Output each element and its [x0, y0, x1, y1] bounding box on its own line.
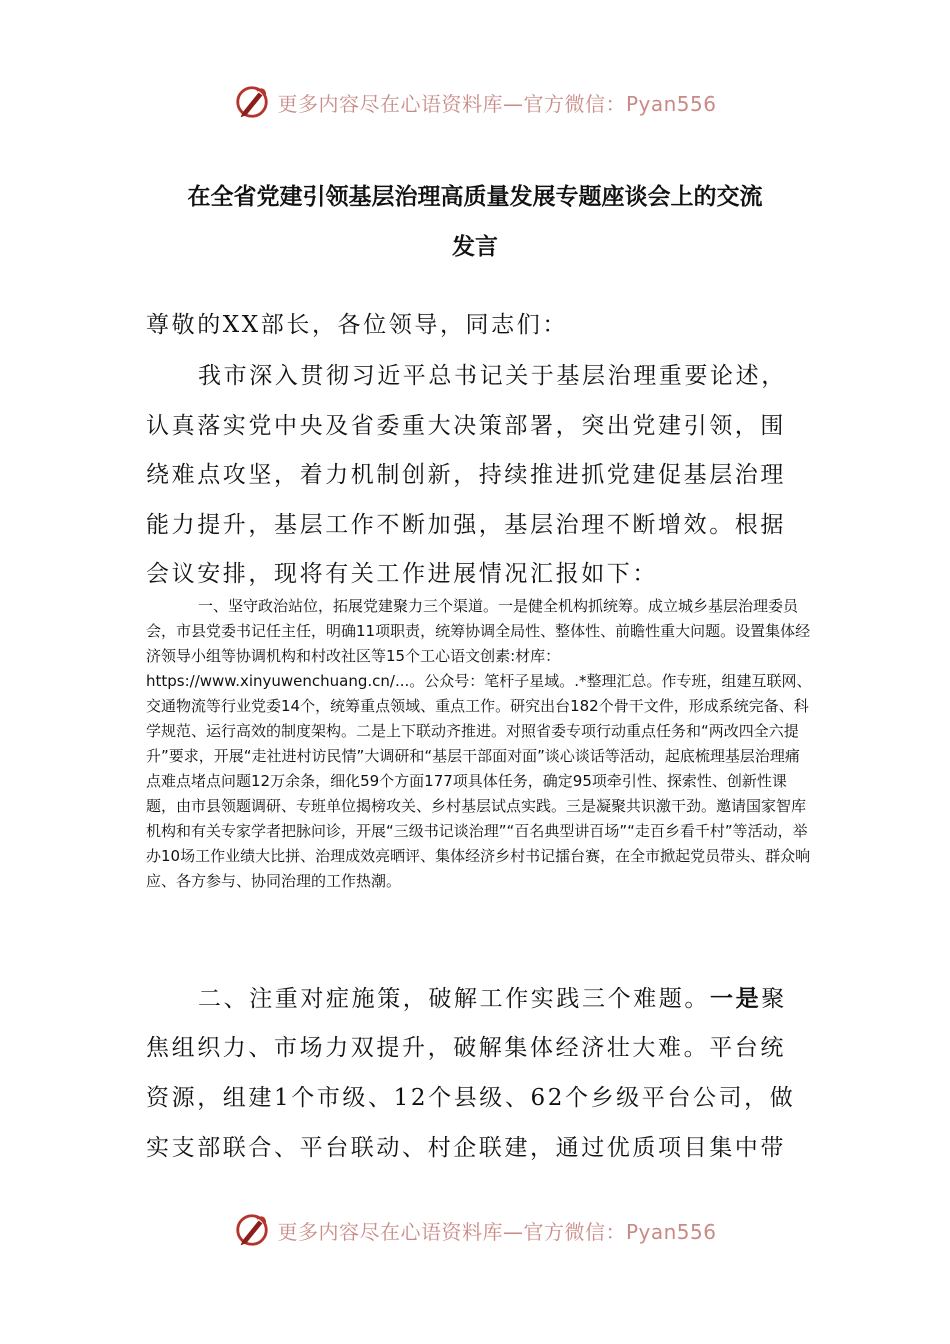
banner-text: 更多内容尽在心语资料库—官方微信：Pyan556 — [277, 1219, 717, 1244]
section-1-paragraph — [146, 594, 812, 894]
pen-logo-icon — [233, 1211, 271, 1249]
section-1-text: 一、坚守政治站位，拓展党建聚力三个渠道。一是健全机构抓统筹。成立城乡基层治理委员会，市县党委书记任主任，明确11项职责，统筹协调全局性、整体性、前瞻性重大问题。设置集体经济领导小组等协调机构和村改社区等15个工心语文创素:材库：https://www.xinyuwenchuang.cn/...。公众号：笔杆子星域。.*整理汇总。作专班，组建互联网、交通物流等行业党委14个，统筹重点领域、重点工作。研究出台182个骨干文件，形成系统完备、科学规范、运行高效的制度架构。二是上下联动齐推进。对照省委专项行动重点任务和“两改四全六提升”要求，开展“走社进村访民情”大调研和“基层干部面对面”谈心谈话等活动，起底梳理基层治理痛点难点堵点问题12万余条，细化59个方面177项具体任务，确定95项牵引性、探索性、创新性课题，由市县领题调研、专班单位揭榜攻关、乡村基层试点实践。三是凝聚共识激干劲。邀请国家智库机构和有关专家学者把脉问诊，开展“三级书记谈治理”“百名典型讲百场”“走百乡看千村”等活动，举办10场工作业绩大比拼、治理成效亮晒评、集体经济乡村书记擂台赛，在全市掀起党员带头、群众响应、各方参与、协同治理的工作热潮。 — [146, 597, 812, 890]
intro-line-1: 我市深入贯彻习近平总书记关于基层治理重要论述， — [198, 363, 787, 389]
document-title-line-2: 发言 — [452, 234, 498, 260]
document-title-line-1: 在全省党建引领基层治理高质量发展专题座谈会上的交流 — [187, 184, 763, 210]
salutation: 尊敬的XX部长，各位领导，同志们： — [146, 312, 568, 338]
section-2-heading: 二、注重对症施策，破解工作实践三个难题。 — [198, 986, 710, 1012]
pen-logo-icon — [233, 83, 271, 121]
section-2-line-1-tail: 聚 — [761, 986, 787, 1012]
intro-line-4: 能力提升，基层工作不断加强，基层治理不断增效。根据 — [146, 512, 786, 538]
intro-line-5: 会议安排，现将有关工作进展情况汇报如下： — [146, 561, 658, 587]
section-2-line-1 — [198, 980, 868, 1013]
section-2-line-4: 实支部联合、平台联动、村企联建，通过优质项目集中带 — [146, 1135, 786, 1161]
header-watermark-banner — [0, 82, 950, 122]
intro-line-3: 绕难点攻坚，着力机制创新，持续推进抓党建促基层治理 — [146, 462, 786, 488]
section-2-line-2: 焦组织力、市场力双提升，破解集体经济壮大难。平台统 — [146, 1035, 786, 1061]
section-2-bold-marker: 一是 — [710, 985, 762, 1012]
footer-watermark-banner — [0, 1210, 950, 1250]
banner-text: 更多内容尽在心语资料库—官方微信：Pyan556 — [277, 91, 717, 116]
section-2-line-3: 资源，组建1个市级、12个县级、62个乡级平台公司，做 — [146, 1085, 796, 1111]
intro-line-2: 认真落实党中央及省委重大决策部署，突出党建引领，围 — [146, 413, 786, 439]
